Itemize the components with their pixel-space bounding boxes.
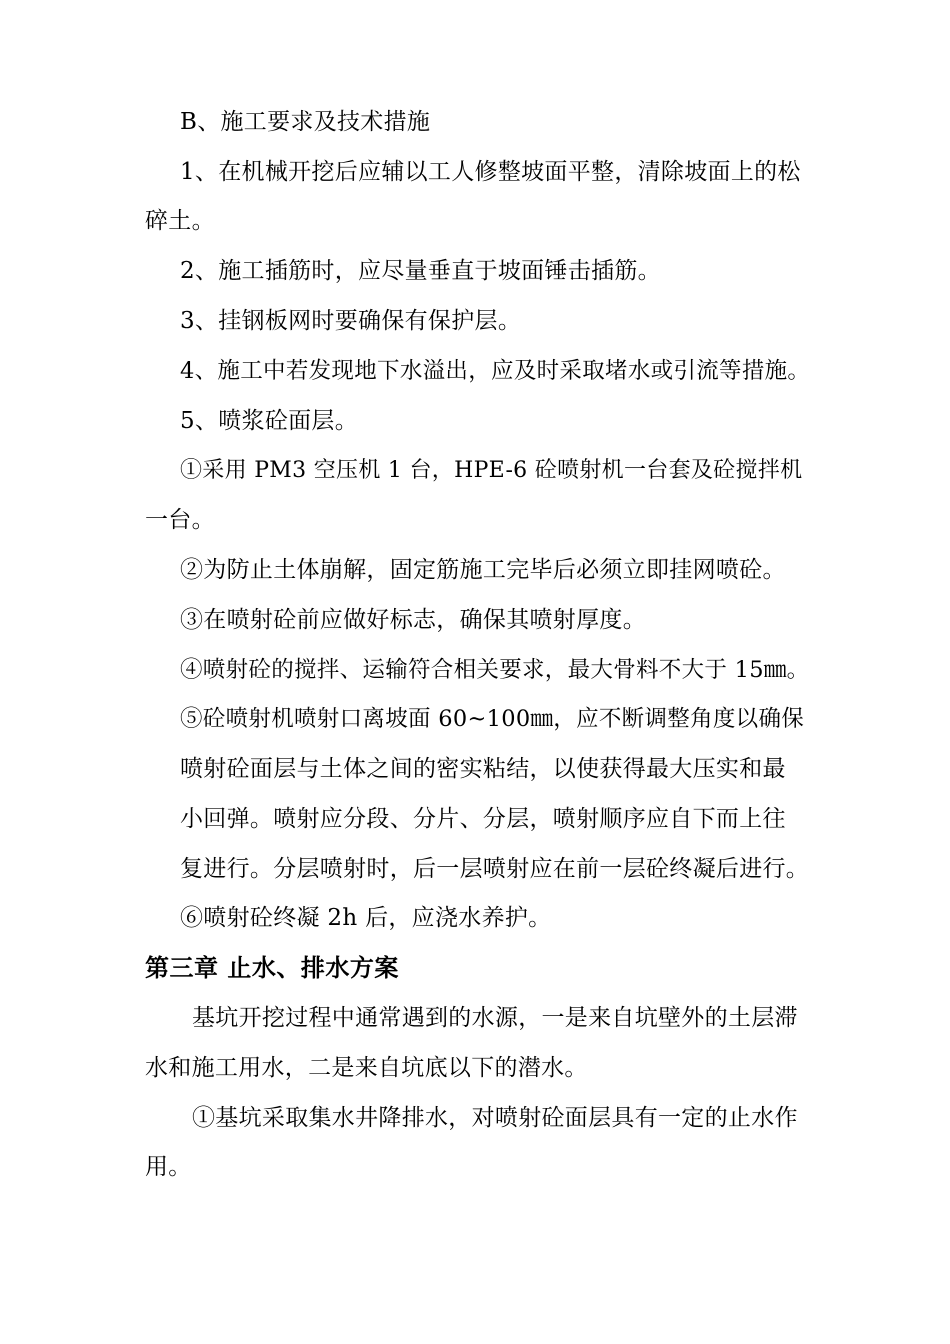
paragraph-line: 喷射砼面层与土体之间的密实粘结，以使获得最大压实和最 bbox=[180, 756, 786, 782]
chapter-heading: 第三章 止水、排水方案 bbox=[145, 954, 399, 982]
paragraph-line: 3、挂钢板网时要确保有保护层。 bbox=[180, 308, 522, 334]
paragraph-line: 用。 bbox=[145, 1154, 192, 1180]
paragraph-line: ③在喷射砼前应做好标志，确保其喷射厚度。 bbox=[180, 607, 646, 633]
paragraph-line: 一台。 bbox=[145, 507, 215, 533]
paragraph-line: 小回弹。喷射应分段、分片、分层，喷射顺序应自下而上往 bbox=[180, 806, 786, 832]
paragraph-line: 水和施工用水，二是来自坑底以下的潜水。 bbox=[145, 1055, 588, 1081]
paragraph-line: ⑤砼喷射机喷射口离坡面 60~100㎜，应不断调整角度以确保 bbox=[180, 706, 805, 732]
paragraph-line: 1、在机械开挖后应辅以工人修整坡面平整，清除坡面上的松 bbox=[180, 159, 801, 185]
paragraph-line: 5、喷浆砼面层。 bbox=[180, 408, 359, 434]
paragraph-line: 基坑开挖过程中通常遇到的水源，一是来自坑壁外的土层滞 bbox=[192, 1005, 798, 1031]
paragraph-line: ②为防止土体崩解，固定筋施工完毕后必须立即挂网喷砼。 bbox=[180, 557, 786, 583]
section-heading-b: B、施工要求及技术措施 bbox=[180, 109, 431, 135]
paragraph-line: ①基坑采取集水井降排水，对喷射砼面层具有一定的止水作 bbox=[192, 1105, 798, 1131]
paragraph-line: 4、施工中若发现地下水溢出，应及时采取堵水或引流等措施。 bbox=[180, 358, 811, 384]
paragraph-line: 复进行。分层喷射时，后一层喷射应在前一层砼终凝后进行。 bbox=[180, 856, 810, 882]
paragraph-line: 碎土。 bbox=[145, 208, 215, 234]
paragraph-line: ④喷射砼的搅拌、运输符合相关要求，最大骨料不大于 15㎜。 bbox=[180, 657, 810, 683]
paragraph-line: ⑥喷射砼终凝 2h 后，应浇水养护。 bbox=[180, 905, 552, 931]
paragraph-line: 2、施工插筋时，应尽量垂直于坡面锤击插筋。 bbox=[180, 258, 661, 284]
paragraph-line: ①采用 PM3 空压机 1 台，HPE-6 砼喷射机一台套及砼搅拌机 bbox=[180, 458, 803, 483]
